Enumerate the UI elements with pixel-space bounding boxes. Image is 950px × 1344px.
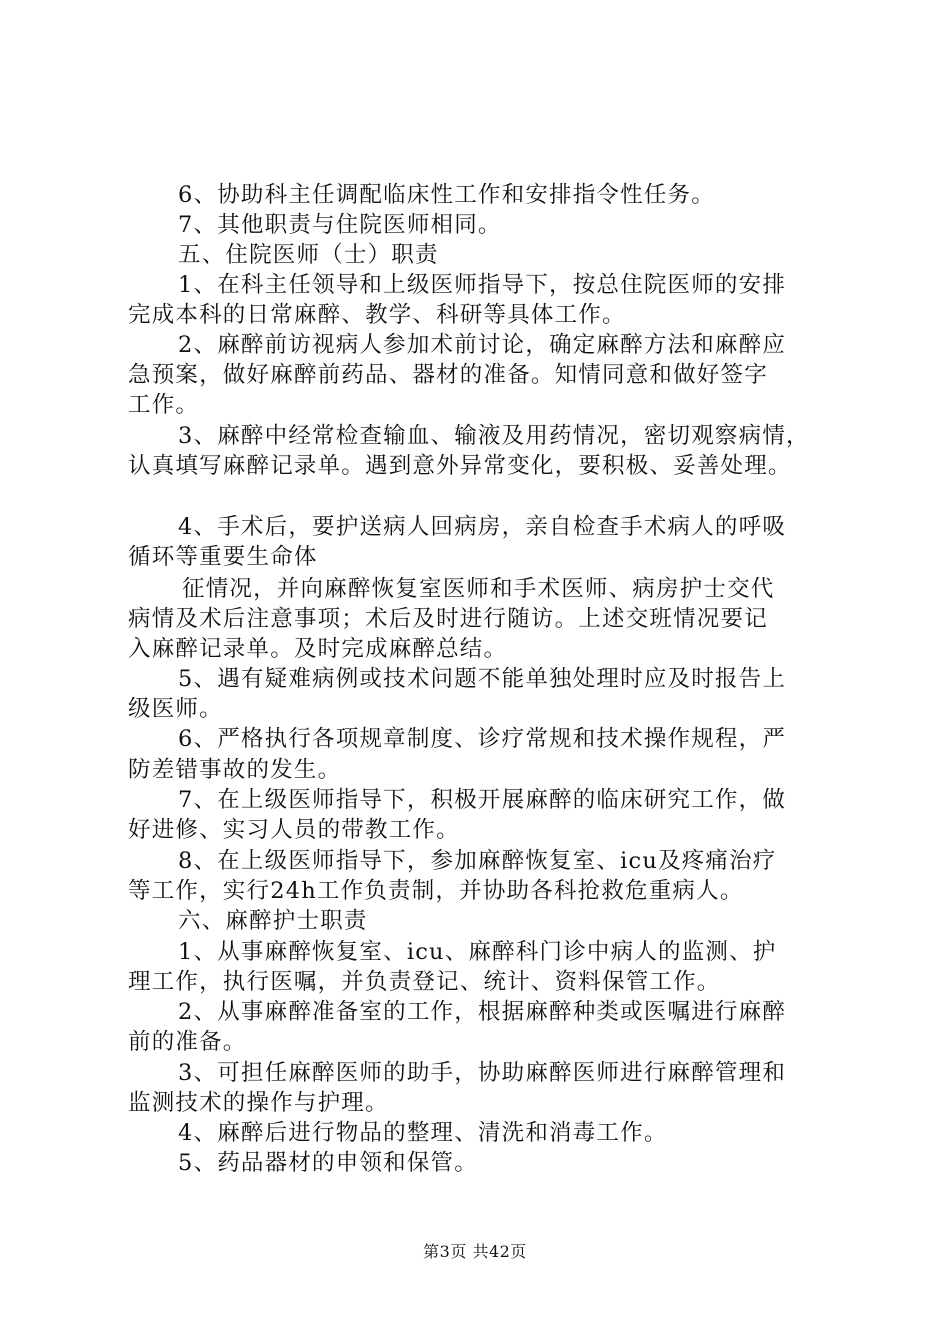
text-line: 好进修、实习人员的带教工作。 (128, 817, 460, 843)
text-line: 8、在上级医师指导下，参加麻醉恢复室、icu及疼痛治疗 (178, 848, 777, 874)
text-line: 循环等重要生命体 (128, 544, 318, 570)
text-line: 病情及术后注意事项；术后及时进行随访。上述交班情况要记 (128, 606, 768, 632)
text-line: 7、其他职责与住院医师相同。 (178, 212, 502, 238)
text-line: 5、药品器材的申领和保管。 (178, 1150, 478, 1176)
section-heading: 六、麻醉护士职责 (178, 908, 368, 934)
text-line: 监测技术的操作与护理。 (128, 1090, 389, 1116)
text-line: 入麻醉记录单。及时完成麻醉总结。 (128, 636, 508, 662)
page-number-footer: 第3页 共42页 (423, 1242, 527, 1261)
text-line: 征情况，并向麻醉恢复室医师和手术医师、病房护士交代 (182, 576, 775, 602)
text-line: 4、手术后，要护送病人回病房，亲自检查手术病人的呼吸 (178, 514, 787, 540)
text-line: 3、可担任麻醉医师的助手，协助麻醉医师进行麻醉管理和 (178, 1060, 787, 1086)
text-line: 1、从事麻醉恢复室、icu、麻醉科门诊中病人的监测、护 (178, 939, 777, 965)
text-line: 6、严格执行各项规章制度、诊疗常规和技术操作规程，严 (178, 726, 787, 752)
text-line: 等工作，实行24h工作负责制，并协助各科抢救危重病人。 (128, 878, 744, 904)
text-line: 工作。 (128, 392, 200, 418)
text-line: 前的准备。 (128, 1029, 247, 1055)
text-line: 2、从事麻醉准备室的工作，根据麻醉种类或医嘱进行麻醉 (178, 999, 787, 1025)
text-line: 6、协助科主任调配临床性工作和安排指令性任务。 (178, 182, 715, 208)
section-heading: 五、住院医师（士）职责 (178, 242, 439, 268)
text-line: 防差错事故的发生。 (128, 757, 342, 783)
text-line: 级医师。 (128, 696, 223, 722)
text-line: 理工作，执行医嘱，并负责登记、统计、资料保管工作。 (128, 969, 721, 995)
text-line: 7、在上级医师指导下，积极开展麻醉的临床研究工作，做 (178, 787, 787, 813)
text-line: 2、麻醉前访视病人参加术前讨论，确定麻醉方法和麻醉应 (178, 332, 787, 358)
text-line: 1、在科主任领导和上级医师指导下，按总住院医师的安排 (178, 272, 787, 298)
text-line: 认真填写麻醉记录单。遇到意外异常变化，要积极、妥善处理。 (128, 453, 792, 479)
text-line: 4、麻醉后进行物品的整理、清洗和消毒工作。 (178, 1120, 668, 1146)
text-line: 3、麻醉中经常检查输血、输液及用药情况，密切观察病情， (178, 423, 810, 449)
text-line: 5、遇有疑难病例或技术问题不能单独处理时应及时报告上 (178, 666, 787, 692)
text-line: 急预案，做好麻醉前药品、器材的准备。知情同意和做好签字 (128, 362, 768, 388)
text-line: 完成本科的日常麻醉、教学、科研等具体工作。 (128, 302, 626, 328)
